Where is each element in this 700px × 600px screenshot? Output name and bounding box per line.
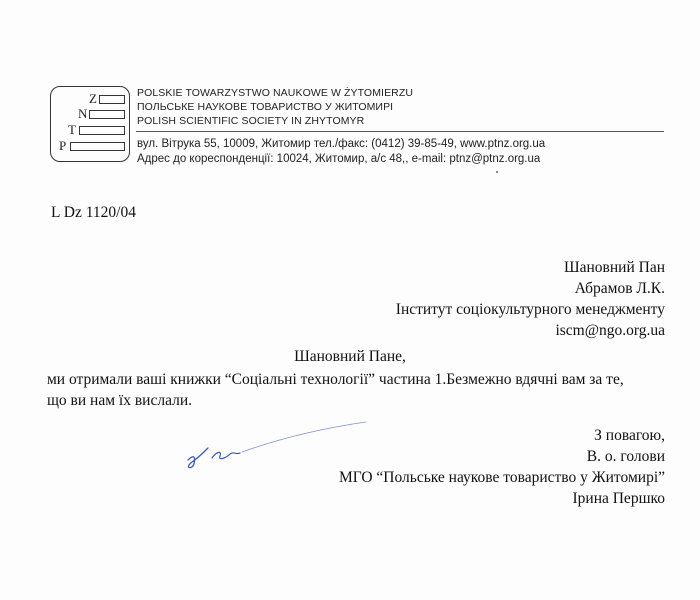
header-divider (136, 131, 664, 132)
org-name-ukrainian: ПОЛЬСЬКЕ НАУКОВЕ ТОВАРИСТВО У ЖИТОМИРІ (137, 101, 394, 113)
logo-letter-p: P (59, 138, 67, 153)
org-name-polish: POLSKIE TOWARZYSTWO NAUKOWE W ŻYTOMIERZU (137, 87, 414, 99)
body-line-1: ми отримали ваші книжки “Соціальні технології” частина 1.Безмежно вдячні вам за те, (47, 371, 624, 388)
logo-letter-t: T (68, 122, 76, 137)
contact-info (137, 137, 545, 166)
closing-block (339, 425, 665, 509)
body-line-2: що ви нам їх вислали. (47, 392, 192, 409)
reference-number: L Dz 1120/04 (51, 204, 136, 221)
ptnz-logo (50, 86, 130, 162)
signer-name: Ірина Першко (572, 490, 665, 507)
paper-speck (496, 171, 498, 173)
logo-step-box (89, 110, 125, 119)
organization-names (137, 86, 413, 128)
signer-organization: МГО “Польське наукове товариство у Житомирі” (338, 469, 665, 486)
logo-letter-z: Z (89, 91, 97, 106)
logo-letter-n: N (78, 106, 88, 121)
recipient-name: Абрамов Л.К. (574, 280, 665, 297)
signer-title: В. о. голови (586, 448, 665, 465)
recipient-block (396, 257, 665, 341)
street-address: вул. Вітрука 55, 10009, Житомир тел./факс: (0412) 39-85-49, www.ptnz.org.ua (137, 138, 546, 150)
postal-address: Адрес до кореспонденції: 10024, Житомир, а/с 48,, e-mail: ptnz@ptnz.org.ua (137, 152, 541, 165)
greeting: Шановний Пане, (294, 348, 406, 365)
letter-body (47, 369, 624, 411)
recipient-email: iscm@ngo.org.ua (555, 322, 665, 339)
logo-step-box (99, 95, 125, 104)
closing-regards: З повагою, (594, 427, 665, 444)
logo-step-box (70, 142, 125, 151)
recipient-institution: Інститут соціокультурного менеджменту (395, 301, 665, 318)
logo-step-box (79, 126, 125, 135)
recipient-salutation: Шановний Пан (563, 259, 665, 276)
org-name-english: POLISH SCIENTIFIC SOCIETY IN ZHYTOMYR (137, 115, 365, 127)
